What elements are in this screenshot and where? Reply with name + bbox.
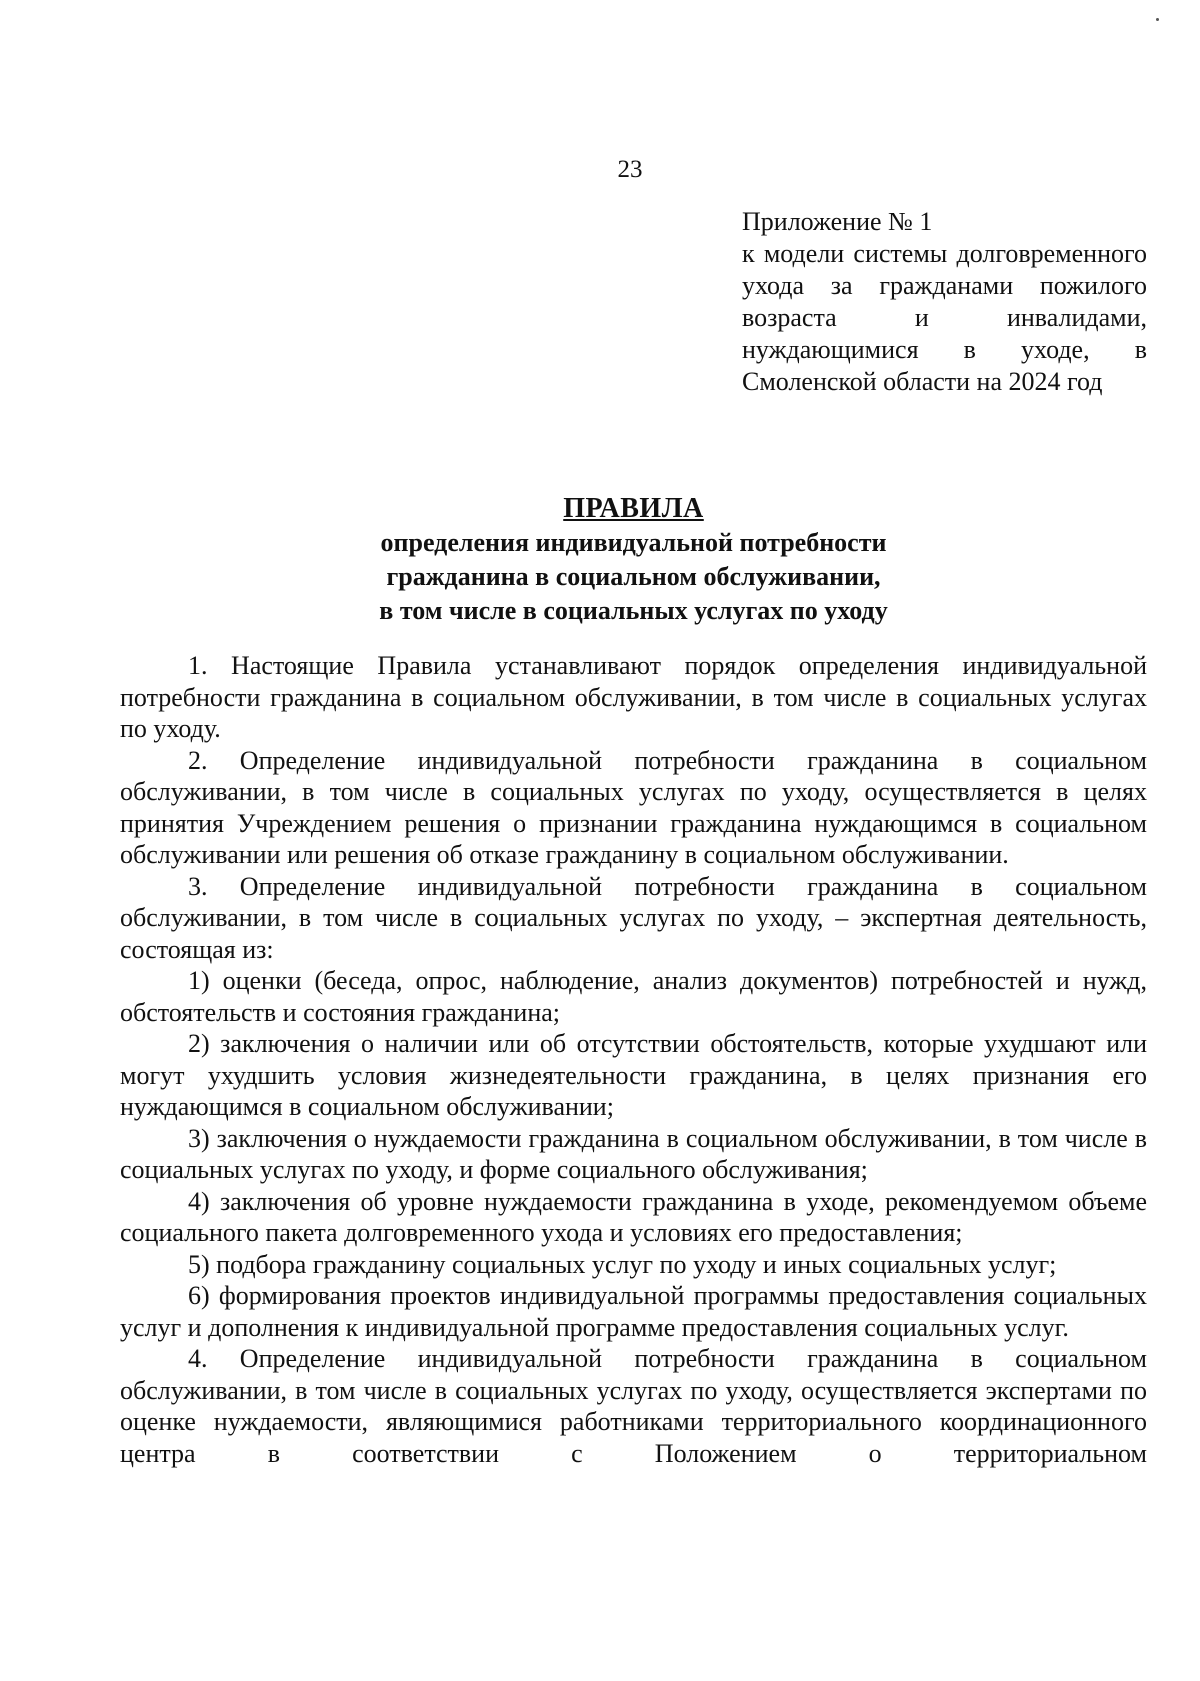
document-subtitle-line: определения индивидуальной потребности [380, 528, 887, 557]
list-item-1: 1) оценки (беседа, опрос, наблюдение, анализ документов) потребностей и нужд, обстоятельств и состояния гражданина; [120, 966, 1147, 1027]
paragraph-3: 3. Определение индивидуальной потребности гражданина в социальном обслуживании, в том числе в социальных услугах по уходу, – экспертная деятельность, состоящая из: [120, 871, 1147, 964]
list-item-2: 2) заключения о наличии или об отсутствии обстоятельств, которые ухудшают или могут ухудшить условия жизнедеятельности гражданина, в целях признания его нуждающимся в социальном обслуживании; [120, 1029, 1147, 1121]
annex-block [742, 206, 1147, 398]
paragraph-2: 2. Определение индивидуальной потребности гражданина в социальном обслуживании, в том числе в социальных услугах по уходу, осуществляется в целях принятия Учреждением решения о признании гражданина нуждающимся в социальном обслуживании или решения об отказе гражданину в социальном обслуживании. [120, 745, 1147, 869]
list-item-3: 3) заключения о нуждаемости гражданина в социальном обслуживании, в том числе в социальных услугах по уходу, и форме социального обслуживания; [120, 1123, 1147, 1184]
document-heading [120, 492, 1147, 628]
paragraph-4: 4. Определение индивидуальной потребности гражданина в социальном обслуживании, в том числе в социальных услугах по уходу, осуществляется экспертами по оценке нуждаемости, являющимися работниками территориального координационного центра в соответствии с Положением о территориальном [120, 1344, 1147, 1468]
scan-speck [1156, 18, 1159, 21]
document-body [120, 650, 1147, 1469]
page-number: 23 [617, 156, 643, 183]
document-subtitle-line: в том числе в социальных услугах по уходу [379, 596, 888, 625]
list-item-6: 6) формирования проектов индивидуальной программы предоставления социальных услуг и дополнения к индивидуальной программе предоставления социальных услуг. [120, 1281, 1147, 1342]
list-item-4: 4) заключения об уровне нуждаемости гражданина в уходе, рекомендуемом объеме социального пакета долговременного ухода и условиях его предоставления; [120, 1186, 1147, 1247]
paragraph-1: 1. Настоящие Правила устанавливают порядок определения индивидуальной потребности гражданина в социальном обслуживании, в том числе в социальных услугах по уходу. [120, 651, 1147, 743]
document-title: ПРАВИЛА [563, 493, 704, 524]
list-item-5: 5) подбора гражданину социальных услуг по уходу и иных социальных услуг; [188, 1249, 1057, 1279]
annex-title: Приложение № 1 [742, 207, 933, 236]
annex-text: к модели системы долговременного ухода за гражданами пожилого возраста и инвалидами, нуждающимися в уходе, в Смоленской области на 2024 год [742, 239, 1147, 396]
document-subtitle-line: гражданина в социальном обслуживании, [386, 562, 881, 591]
